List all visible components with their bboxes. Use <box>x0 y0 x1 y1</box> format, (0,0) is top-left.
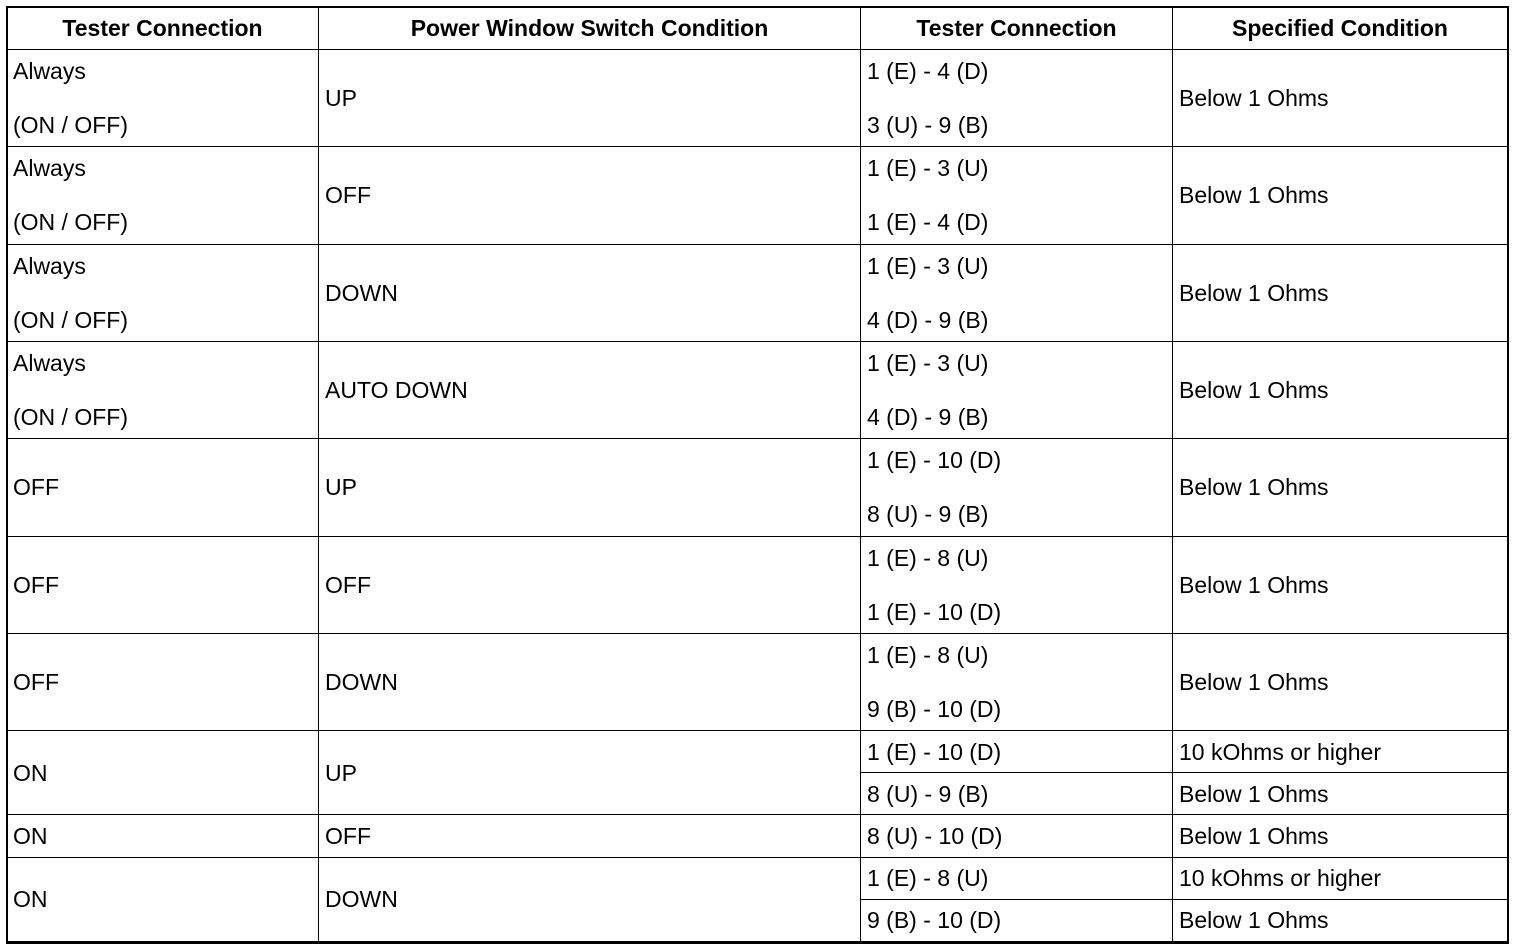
specified-condition-cell: Below 1 Ohms <box>1173 899 1508 941</box>
table-row <box>7 536 1508 633</box>
cell-line: 1 (E) - 3 (U) <box>867 155 989 182</box>
header-tester-connection-1: Tester Connection <box>7 7 319 50</box>
cell-line: 1 (E) - 8 (U) <box>867 865 989 892</box>
tester-terminal-connection-cell <box>861 773 1173 815</box>
tester-terminal-connection-cell <box>861 341 1173 438</box>
cell-line: 9 (B) - 10 (D) <box>867 907 1002 934</box>
tester-terminal-connection-cell <box>861 633 1173 730</box>
cell-line: Always <box>13 155 86 182</box>
cell-line: 9 (B) - 10 (D) <box>867 696 1002 723</box>
table-row <box>7 147 1508 244</box>
tester-connection-ignition-cell <box>7 536 319 633</box>
specified-condition-cell: Below 1 Ohms <box>1173 773 1508 815</box>
tester-connection-ignition-cell <box>7 731 319 815</box>
tester-terminal-connection-cell <box>861 857 1173 899</box>
switch-condition-cell: DOWN <box>319 857 861 941</box>
switch-condition-cell: DOWN <box>319 633 861 730</box>
cell-line: 4 (D) - 9 (B) <box>867 404 989 431</box>
cell-line: 1 (E) - 8 (U) <box>867 544 989 571</box>
table-row <box>7 815 1508 857</box>
specified-condition-cell: Below 1 Ohms <box>1173 244 1508 341</box>
header-specified-condition: Specified Condition <box>1173 7 1508 50</box>
specified-condition-cell: Below 1 Ohms <box>1173 536 1508 633</box>
power-window-switch-inspection-table <box>6 6 1508 942</box>
tester-terminal-connection-cell <box>861 815 1173 857</box>
cell-line: 1 (E) - 3 (U) <box>867 350 989 377</box>
cell-line: Always <box>13 252 86 279</box>
cell-line: OFF <box>13 474 59 501</box>
switch-condition-cell: AUTO DOWN <box>319 341 861 438</box>
specified-condition-cell: 10 kOhms or higher <box>1173 731 1508 773</box>
cell-line: Always <box>13 58 86 85</box>
cell-line: Always <box>13 350 86 377</box>
tester-connection-ignition-cell <box>7 857 319 941</box>
switch-condition-cell: UP <box>319 731 861 815</box>
cell-line: ON <box>13 823 48 850</box>
cell-line: 8 (U) - 10 (D) <box>867 823 1003 850</box>
cell-line: 1 (E) - 10 (D) <box>867 738 1002 765</box>
cell-line: (ON / OFF) <box>13 112 128 139</box>
specified-condition-cell: Below 1 Ohms <box>1173 439 1508 536</box>
table-row <box>7 439 1508 536</box>
cell-line: 1 (E) - 3 (U) <box>867 252 989 279</box>
header-tester-connection-2: Tester Connection <box>861 7 1173 50</box>
tester-terminal-connection-cell <box>861 244 1173 341</box>
cell-line: ON <box>13 759 48 786</box>
cell-line: 1 (E) - 10 (D) <box>867 447 1002 474</box>
specified-condition-cell: Below 1 Ohms <box>1173 815 1508 857</box>
tester-connection-ignition-cell <box>7 147 319 244</box>
switch-condition-cell: OFF <box>319 536 861 633</box>
tester-connection-ignition-cell <box>7 633 319 730</box>
tester-terminal-connection-cell <box>861 536 1173 633</box>
tester-terminal-connection-cell <box>861 50 1173 147</box>
cell-line: (ON / OFF) <box>13 404 128 431</box>
tester-connection-ignition-cell <box>7 341 319 438</box>
table-row <box>7 633 1508 730</box>
table-row <box>7 50 1508 147</box>
cell-line: 8 (U) - 9 (B) <box>867 501 989 528</box>
header-row <box>7 7 1508 50</box>
table-row <box>7 731 1508 773</box>
cell-line: OFF <box>13 669 59 696</box>
cell-line: OFF <box>13 571 59 598</box>
switch-condition-cell: DOWN <box>319 244 861 341</box>
tester-terminal-connection-cell <box>861 899 1173 941</box>
specified-condition-cell: 10 kOhms or higher <box>1173 857 1508 899</box>
cell-line: 4 (D) - 9 (B) <box>867 306 989 333</box>
table-row <box>7 857 1508 899</box>
header-switch-condition: Power Window Switch Condition <box>319 7 861 50</box>
specified-condition-cell: Below 1 Ohms <box>1173 633 1508 730</box>
cell-line: (ON / OFF) <box>13 306 128 333</box>
cell-line: 1 (E) - 4 (D) <box>867 58 989 85</box>
cell-line: 1 (E) - 8 (U) <box>867 642 989 669</box>
specified-condition-cell: Below 1 Ohms <box>1173 341 1508 438</box>
table-row <box>7 341 1508 438</box>
switch-condition-cell: UP <box>319 439 861 536</box>
switch-condition-cell: OFF <box>319 815 861 857</box>
switch-condition-cell: UP <box>319 50 861 147</box>
tester-terminal-connection-cell <box>861 439 1173 536</box>
switch-condition-cell: OFF <box>319 147 861 244</box>
tester-terminal-connection-cell <box>861 147 1173 244</box>
specified-condition-cell: Below 1 Ohms <box>1173 50 1508 147</box>
cell-line: 3 (U) - 9 (B) <box>867 112 989 139</box>
cell-line: 8 (U) - 9 (B) <box>867 780 989 807</box>
cell-line: ON <box>13 886 48 913</box>
table-row <box>7 244 1508 341</box>
tester-terminal-connection-cell <box>861 731 1173 773</box>
tester-connection-ignition-cell <box>7 439 319 536</box>
cell-line: 1 (E) - 4 (D) <box>867 209 989 236</box>
specified-condition-cell: Below 1 Ohms <box>1173 147 1508 244</box>
tester-connection-ignition-cell <box>7 815 319 857</box>
cell-line: (ON / OFF) <box>13 209 128 236</box>
tester-connection-ignition-cell <box>7 244 319 341</box>
tester-connection-ignition-cell <box>7 50 319 147</box>
cell-line: 1 (E) - 10 (D) <box>867 598 1002 625</box>
table-body <box>7 50 1508 942</box>
